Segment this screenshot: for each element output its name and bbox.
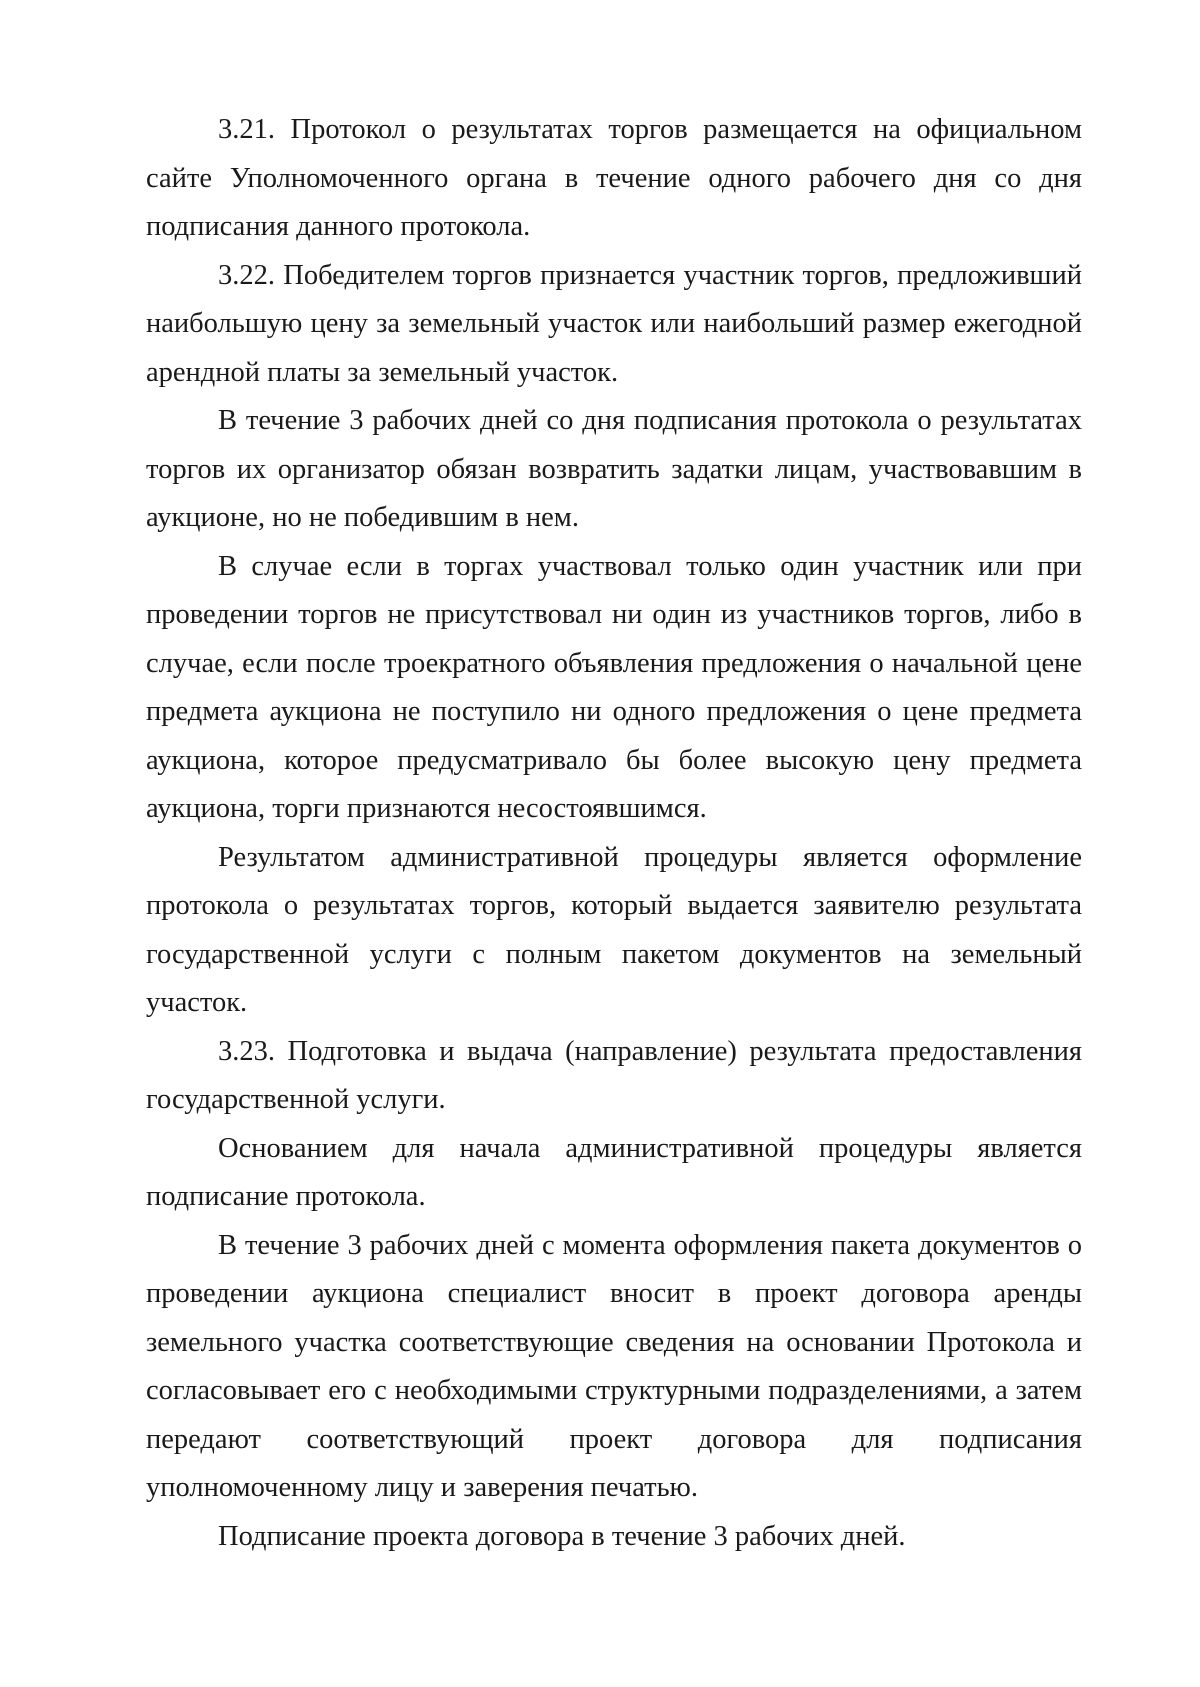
paragraph-contract-signing: Подписание проекта договора в течение 3 рабочих дней. (218, 1520, 906, 1552)
paragraph-deposit-return: В течение 3 рабочих дней со дня подписания протокола о результатах торгов их организатор обязан возвратить задатки лицам, участвовавшим в аукционе, но не победившим в нем. (146, 405, 1082, 533)
paragraph-3-21: 3.21. Протокол о результатах торгов размещается на официальном сайте Уполномоченного органа в течение одного рабочего дня со дня подписания данного протокола. (146, 114, 1082, 242)
paragraph-3-23: 3.23. Подготовка и выдача (направление) результата предоставления государственной услуги. (146, 1035, 1082, 1115)
paragraph-contract-preparation: В течение 3 рабочих дней с момента оформления пакета документов о проведении аукциона специалист вносит в проект договора аренды земельного участка соответствующие сведения на основании Протокола и согласовывает его с необходимыми структурными подразделениями, а затем передают соответствующий проект договора для подписания уполномоченному лицу и заверения печатью. (146, 1229, 1082, 1503)
paragraph-procedure-result: Результатом административной процедуры является оформление протокола о результатах торгов, который выдается заявителю результата государственной услуги с полным пакетом документов на земельный участок. (146, 841, 1082, 1018)
paragraph-3-22: 3.22. Победителем торгов признается участник торгов, предложивший наибольшую цену за земельный участок или наибольший размер ежегодной арендной платы за земельный участок. (146, 259, 1082, 388)
paragraph-procedure-basis: Основанием для начала административной процедуры является подписание протокола. (146, 1132, 1082, 1212)
paragraph-failed-auction: В случае если в торгах участвовал только один участник или при проведении торгов не присутствовал ни один из участников торгов, либо в случае, если после троекратного объявления предложения о начальной цене предмета аукциона не поступило ни одного предложения о цене предмета аукциона, которое предусматривало бы более высокую цену предмета аукциона, торги признаются несостоявшимся. (146, 550, 1082, 824)
document-body (146, 106, 1082, 1561)
